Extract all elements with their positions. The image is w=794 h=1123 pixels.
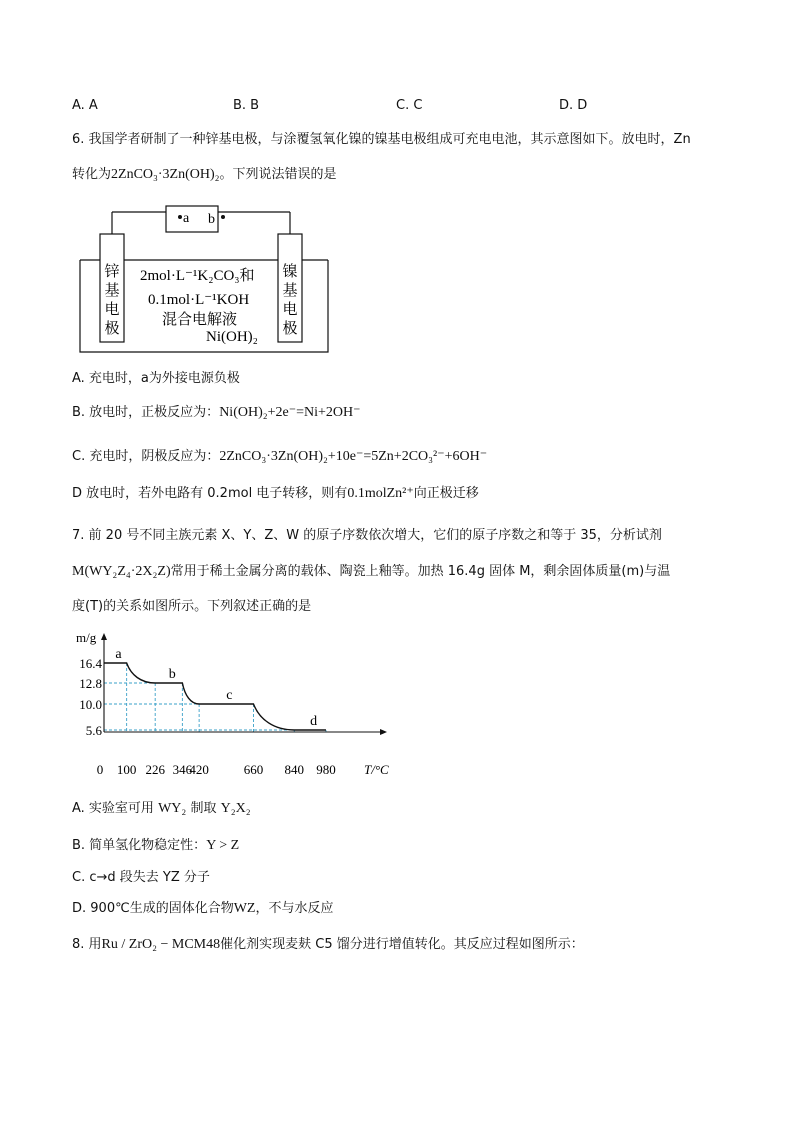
q5-option-c: C. C xyxy=(396,98,423,113)
electrolyte-line3: 混合电解液 xyxy=(162,312,238,328)
y-axis-arrow xyxy=(101,633,107,640)
x-tick-label: 420 xyxy=(189,762,209,777)
segment-label: b xyxy=(168,667,176,682)
q7-option-d-formula: WZ xyxy=(233,901,256,916)
q7-stem-line2 xyxy=(72,563,670,581)
terminal-a-label: a xyxy=(183,211,190,226)
q8-prefix: 8. 用 xyxy=(72,937,102,952)
q7-option-c: C. c→d 段失去 YZ 分子 xyxy=(72,870,210,885)
q7-option-b xyxy=(72,837,239,855)
q7-formula: M(WY₂Z₄·2X₂Z) xyxy=(72,564,171,579)
y-tick-label: 5.6 xyxy=(85,723,102,738)
y-axis-title: m/g xyxy=(76,630,97,645)
chart-series xyxy=(104,663,326,730)
segment-label: d xyxy=(310,714,318,729)
q7-option-b-text: B. 简单氢化物稳定性： xyxy=(72,838,207,853)
q6-option-c xyxy=(72,448,487,466)
q6-stem-suffix: 。下列说法错误的是 xyxy=(219,167,337,182)
q6-option-c-formula: 2ZnCO₃·3Zn(OH)₂+10e⁻=5Zn+2CO₃²⁻+6OH⁻ xyxy=(219,449,488,464)
q6-option-d-suffix: 向正极迁移 xyxy=(413,486,479,501)
zinc-electrode-char-2: 基 xyxy=(104,283,120,299)
electrolyte-line1: 2mol·L⁻¹K₂CO₃和 xyxy=(140,268,255,284)
chart-axes xyxy=(101,633,387,735)
segment-label: c xyxy=(226,688,233,703)
x-tick-label: 100 xyxy=(116,762,137,777)
x-tick-label: 660 xyxy=(243,762,264,777)
battery-diagram xyxy=(76,200,336,356)
y-tick-label: 10.0 xyxy=(79,697,102,712)
y-tick-label: 16.4 xyxy=(79,656,102,671)
q7-stem-line3: 度(T)的关系如图所示。下列叙述正确的是 xyxy=(72,599,312,614)
q6-option-a: A. 充电时，a为外接电源负极 xyxy=(72,371,240,386)
q8-formula: Ru / ZrO₂ − MCM48 xyxy=(101,937,221,952)
q6-option-d xyxy=(72,485,479,503)
q7-option-a-text: A. 实验室可用 xyxy=(72,801,154,816)
q7-option-d-suffix: ，不与水反应 xyxy=(255,901,334,916)
nickel-electrode-char-1: 镍 xyxy=(282,264,298,280)
q6-option-d-text: D 放电时，若外电路有 0.2mol 电子转移，则有 xyxy=(72,486,348,501)
mass-temperature-chart xyxy=(68,624,408,784)
x-axis-title: T/°C xyxy=(364,762,389,777)
x-tick-label: 346 xyxy=(172,762,193,777)
q8-stem xyxy=(72,936,584,954)
q6-option-b-text: B. 放电时，正极反应为： xyxy=(72,405,220,420)
nickel-hydroxide-label: Ni(OH)₂ xyxy=(206,329,258,345)
terminal-b-label: b xyxy=(208,212,215,227)
q7-option-a-mid: 制取 xyxy=(190,801,217,816)
q8-suffix: 催化剂实现麦麸 C5 馏分进行增值转化。其反应过程如图所示： xyxy=(220,937,584,952)
q6-stem-line2 xyxy=(72,166,337,184)
q7-option-a-formula2: Y₂X₂ xyxy=(220,801,251,816)
zinc-electrode-char-3: 电 xyxy=(104,302,120,318)
q7-stem-line2-suffix: 常用于稀土金属分离的载体、陶瓷上釉等。加热 16.4g 固体 M，剩余固体质量(m)与温 xyxy=(170,564,671,579)
nickel-electrode-char-4: 极 xyxy=(282,321,298,337)
q6-option-b xyxy=(72,404,361,422)
q7-option-b-formula: Y > Z xyxy=(206,838,240,853)
x-tick-label: 226 xyxy=(145,762,165,777)
x-tick-label: 980 xyxy=(316,762,336,777)
nickel-electrode-char-3: 电 xyxy=(282,302,298,318)
q7-option-d-text: D. 900℃生成的固体化合物 xyxy=(72,901,234,916)
q7-option-d xyxy=(72,900,333,918)
q5-option-b: B. B xyxy=(233,98,260,113)
mass-curve xyxy=(104,663,326,730)
segment-label: a xyxy=(115,647,122,662)
zinc-electrode-char-1: 锌 xyxy=(104,264,120,280)
q6-formula: 2ZnCO₃·3Zn(OH)₂ xyxy=(111,167,220,182)
q6-option-d-formula: 0.1molZn²⁺ xyxy=(347,486,414,501)
nickel-electrode-char-2: 基 xyxy=(282,283,298,299)
x-axis-arrow xyxy=(380,729,387,735)
y-tick-label: 12.8 xyxy=(79,676,102,691)
zinc-electrode-char-4: 极 xyxy=(104,321,120,337)
q6-stem-prefix: 转化为 xyxy=(72,167,112,182)
q7-option-a-formula1: WY₂ xyxy=(158,801,187,816)
electrolyte-line2: 0.1mol·L⁻¹KOH xyxy=(148,292,250,308)
x-tick-label: 840 xyxy=(284,762,305,777)
q7-stem-line1: 7. 前 20 号不同主族元素 X、Y、Z、W 的原子序数依次增大，它们的原子序数之和等于 35，分析试剂 xyxy=(72,528,662,543)
q5-option-d: D. D xyxy=(559,98,588,113)
x-tick-label: 0 xyxy=(96,762,104,777)
chart-guide-lines xyxy=(104,663,326,732)
q6-stem-line1: 6. 我国学者研制了一种锌基电极，与涂覆氢氧化镍的镍基电极组成可充电电池，其示意图如下。放电时，Zn xyxy=(72,132,691,147)
q5-option-a: A. A xyxy=(72,98,98,113)
q6-option-b-formula: Ni(OH)₂+2e⁻=Ni+2OH⁻ xyxy=(219,405,361,420)
q6-option-c-text: C. 充电时，阴极反应为： xyxy=(72,449,220,464)
q7-option-a xyxy=(72,800,251,818)
